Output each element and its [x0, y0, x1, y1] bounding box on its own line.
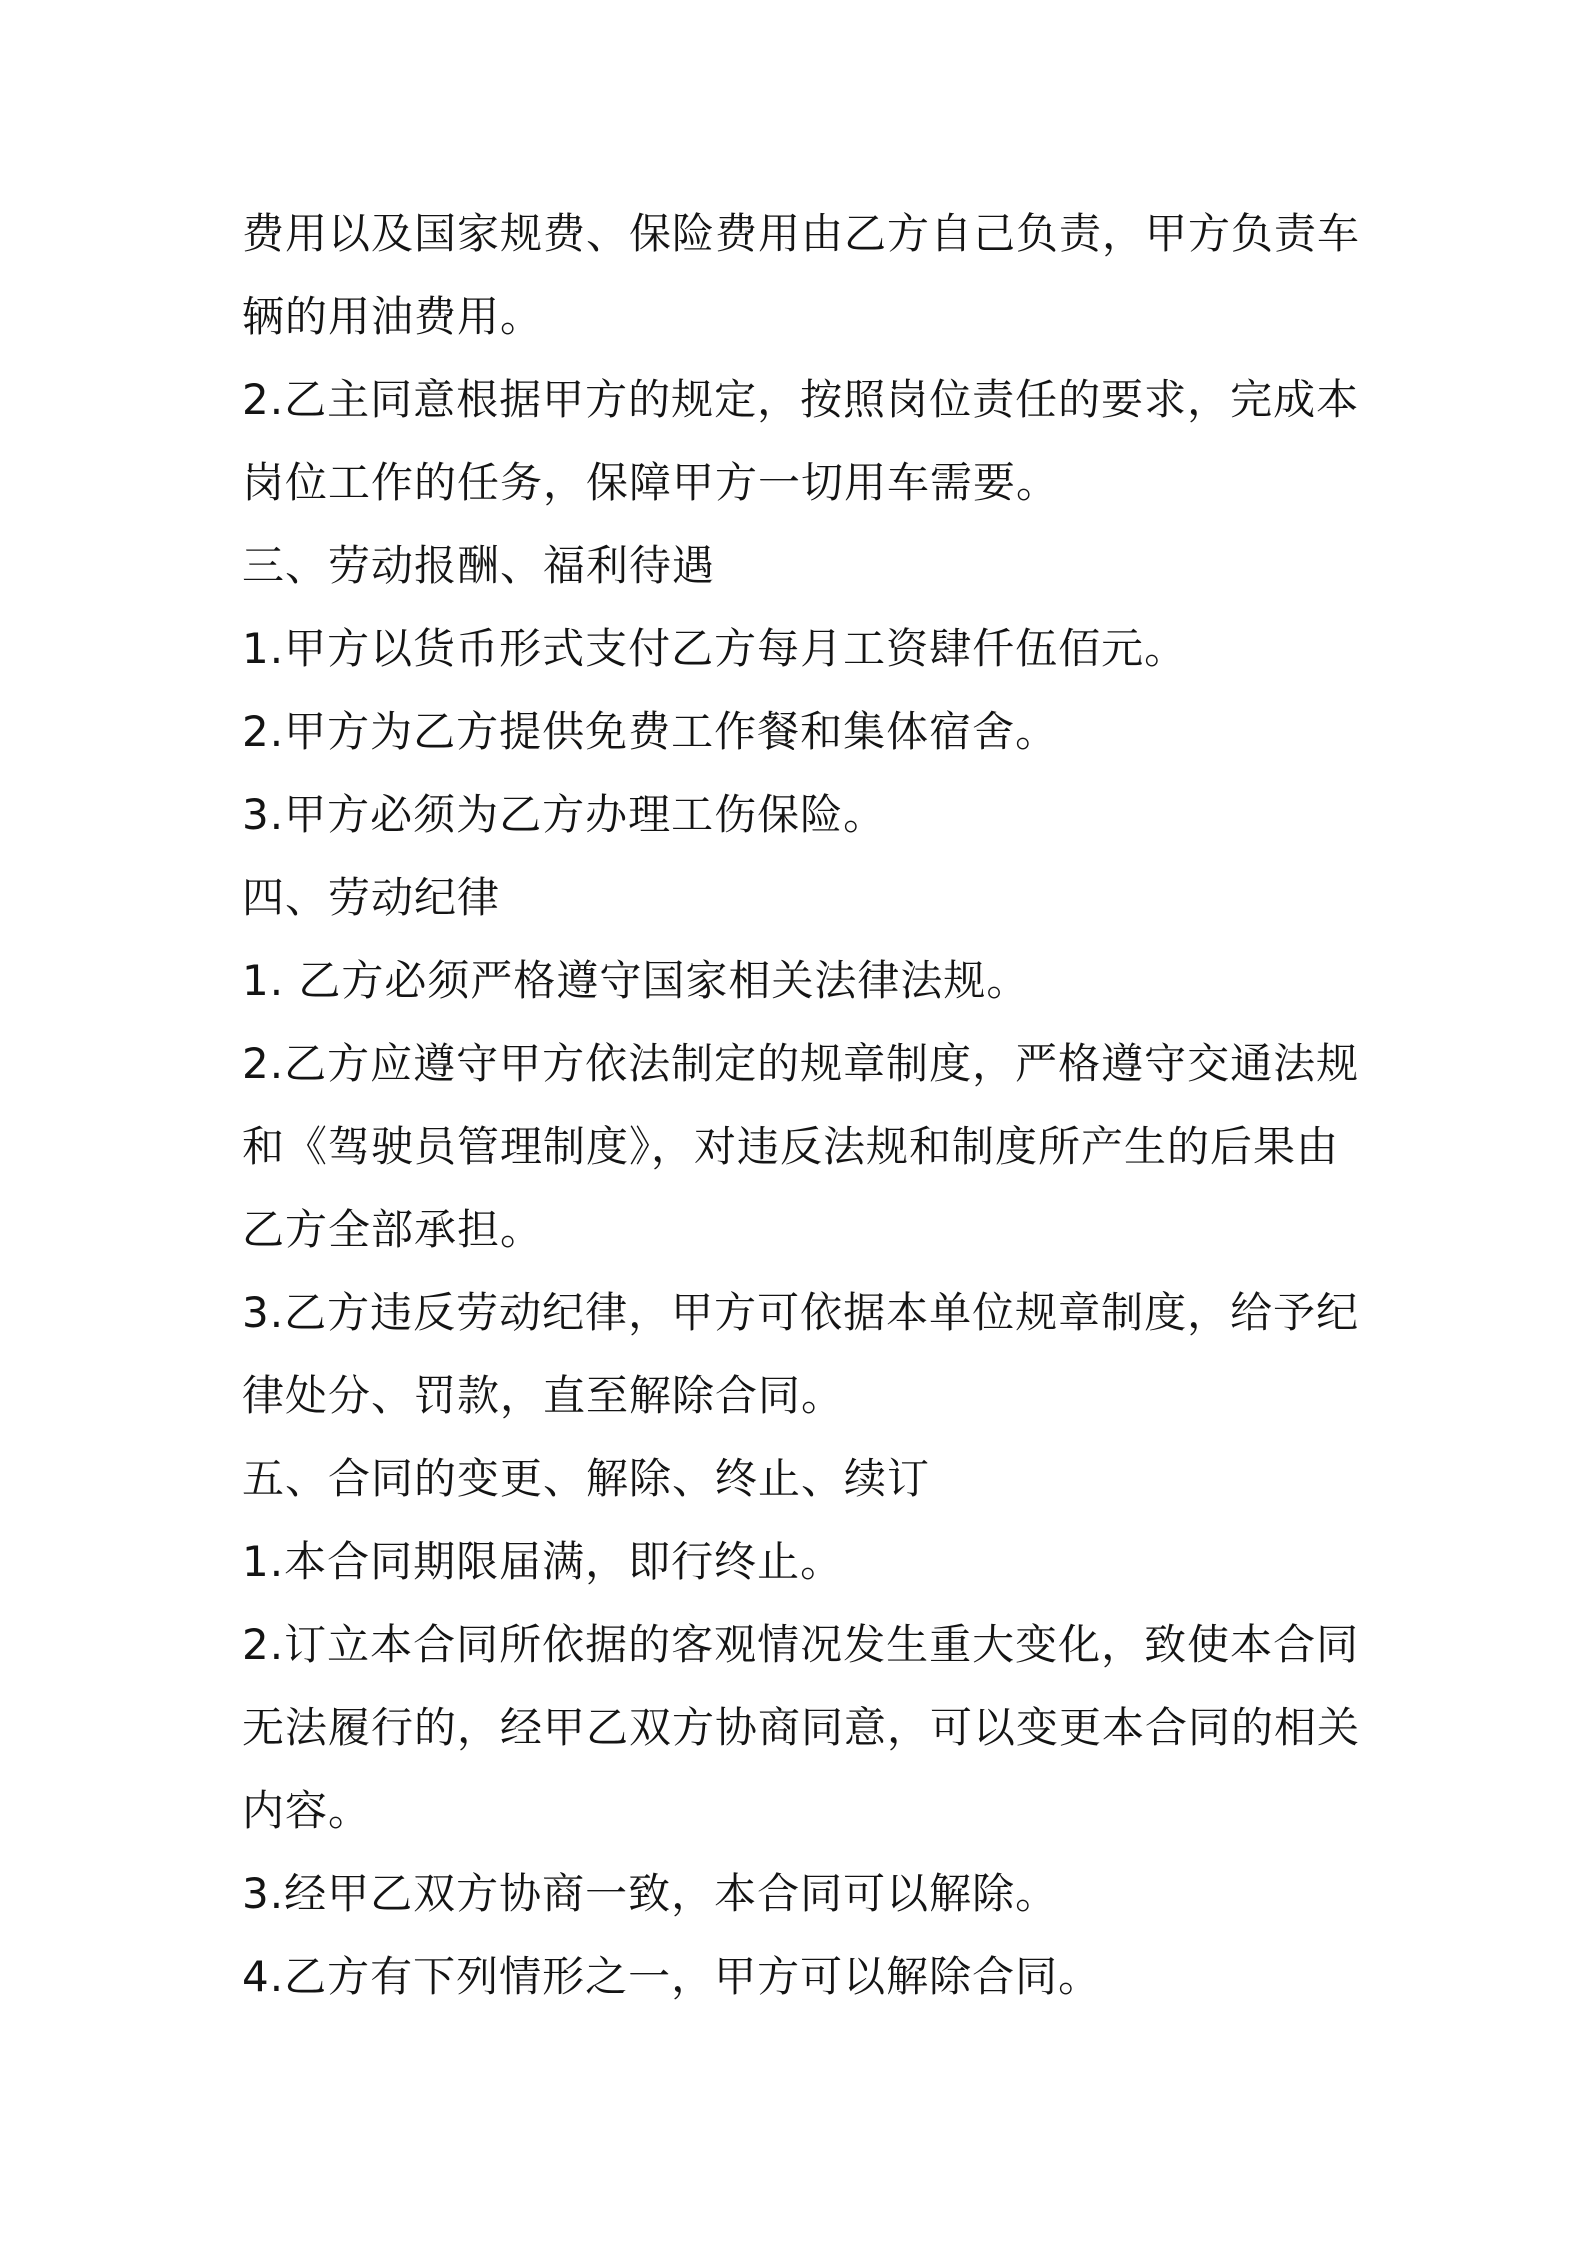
- text-line: 4.乙方有下列情形之一，甲方可以解除合同。: [242, 1952, 1102, 2001]
- text-line: 和《驾驶员管理制度》，对违反法规和制度所产生的后果由: [242, 1122, 1340, 1171]
- section-heading: 三、劳动报酬、福利待遇: [242, 541, 716, 590]
- text-line: 费用以及国家规费、保险费用由乙方自己负责，甲方负责车: [242, 209, 1361, 258]
- text-line: 无法履行的，经甲乙双方协商同意，可以变更本合同的相关: [242, 1703, 1361, 1752]
- text-line: 律处分、罚款，直至解除合同。: [242, 1371, 845, 1420]
- text-line: 2.甲方为乙方提供免费工作餐和集体宿舍。: [242, 707, 1059, 756]
- text-line: 2.乙方应遵守甲方依法制定的规章制度，严格遵守交通法规: [242, 1039, 1360, 1088]
- text-line: 1.本合同期限届满，即行终止。: [242, 1537, 844, 1586]
- text-line: 1.甲方以货币形式支付乙方每月工资肆仟伍佰元。: [242, 624, 1188, 673]
- text-line: 3.乙方违反劳动纪律，甲方可依据本单位规章制度，给予纪: [242, 1288, 1360, 1337]
- text-line: 辆的用油费用。: [242, 292, 544, 341]
- text-line: 2.乙主同意根据甲方的规定，按照岗位责任的要求，完成本: [242, 375, 1360, 424]
- document-body: [242, 192, 1372, 2018]
- section-heading: 四、劳动纪律: [242, 873, 501, 922]
- text-line: 1. 乙方必须严格遵守国家相关法律法规。: [242, 956, 1030, 1005]
- text-line: 2.订立本合同所依据的客观情况发生重大变化，致使本合同: [242, 1620, 1360, 1669]
- text-line: 内容。: [242, 1786, 372, 1835]
- text-line: 岗位工作的任务，保障甲方一切用车需要。: [242, 458, 1060, 507]
- section-heading: 五、合同的变更、解除、终止、续订: [242, 1454, 931, 1503]
- text-line: 3.甲方必须为乙方办理工伤保险。: [242, 790, 887, 839]
- text-line: 3.经甲乙双方协商一致，本合同可以解除。: [242, 1869, 1059, 1918]
- text-line: 乙方全部承担。: [242, 1205, 544, 1254]
